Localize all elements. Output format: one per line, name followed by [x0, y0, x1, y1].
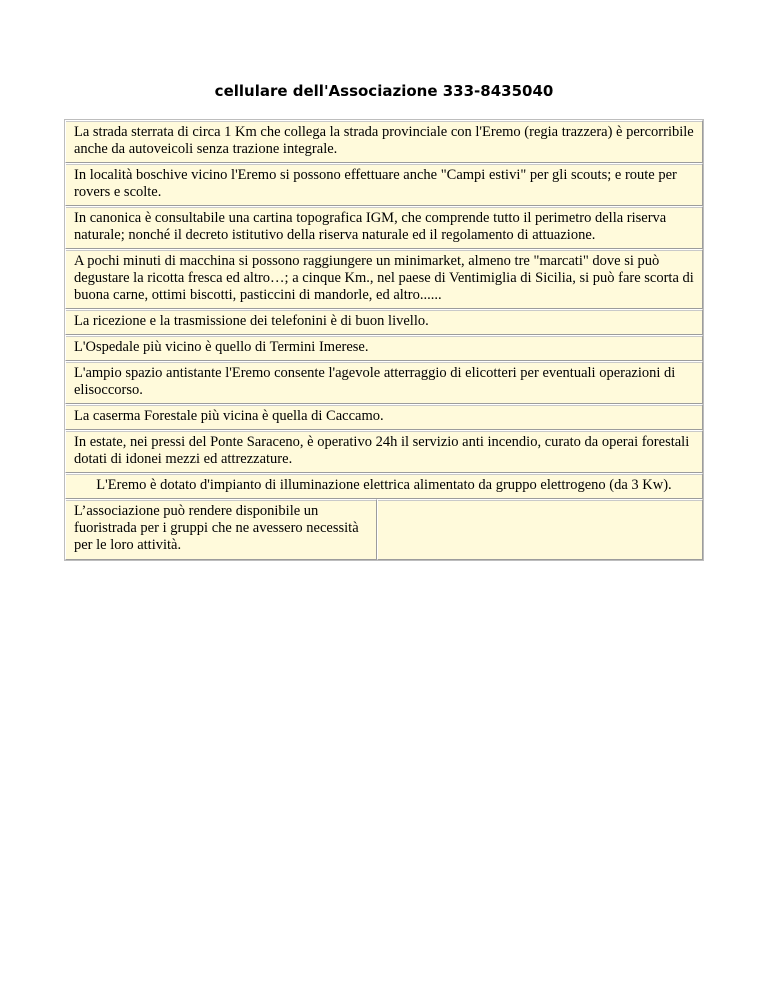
- info-table: [64, 119, 704, 561]
- table-cell: In località boschive vicino l'Eremo si possono effettuare anche "Campi estivi" per gli scouts; e route per rovers e scolte.: [65, 163, 703, 206]
- table-cell: L'ampio spazio antistante l'Eremo consente l'agevole atterraggio di elicotteri per eventuali operazioni di elisoccorso.: [65, 361, 703, 404]
- table-row-split: [65, 499, 703, 560]
- table-cell: La caserma Forestale più vicina è quella di Caccamo.: [65, 404, 703, 430]
- table-row: [65, 361, 703, 404]
- table-cell-right-empty: [377, 499, 703, 560]
- table-row: [65, 430, 703, 473]
- table-row: [65, 206, 703, 249]
- table-row: [65, 309, 703, 335]
- table-row: [65, 120, 703, 163]
- table-row: [65, 404, 703, 430]
- table-cell: La strada sterrata di circa 1 Km che collega la strada provinciale con l'Eremo (regia trazzera) è percorribile anche da autoveicoli senza trazione integrale.: [65, 120, 703, 163]
- table-cell: In estate, nei pressi del Ponte Saraceno, è operativo 24h il servizio anti incendio, curato da operai forestali dotati di idonei mezzi ed attrezzature.: [65, 430, 703, 473]
- table-cell: L'Ospedale più vicino è quello di Termini Imerese.: [65, 335, 703, 361]
- table-row: [65, 473, 703, 499]
- table-row: [65, 335, 703, 361]
- page-heading: cellulare dell'Associazione 333-8435040: [214, 82, 554, 100]
- table-cell-left: L’associazione può rendere disponibile un fuoristrada per i gruppi che ne avessero necessità per le loro attività.: [65, 499, 377, 560]
- table-cell: In canonica è consultabile una cartina topografica IGM, che comprende tutto il perimetro della riserva naturale; nonché il decreto istitutivo della riserva naturale ed il regolamento di attuazione.: [65, 206, 703, 249]
- table-cell: A pochi minuti di macchina si possono raggiungere un minimarket, almeno tre "marcati" dove si può degustare la ricotta fresca ed altro…; a cinque Km., nel paese di Ventimiglia di Sicilia, si può fare scorta di buona carne, ottimi biscotti, pasticcini di mandorle, ed altro......: [65, 249, 703, 309]
- table-row: [65, 163, 703, 206]
- table-row: [65, 249, 703, 309]
- table-cell: La ricezione e la trasmissione dei telefonini è di buon livello.: [65, 309, 703, 335]
- table-cell: L'Eremo è dotato d'impianto di illuminazione elettrica alimentato da gruppo elettrogeno (da 3 Kw).: [65, 473, 703, 499]
